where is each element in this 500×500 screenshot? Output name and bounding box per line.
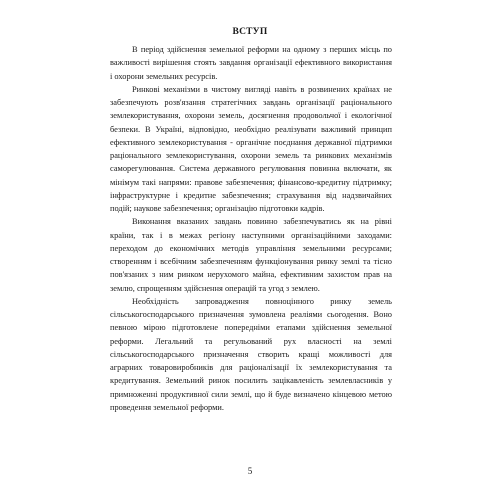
text-line: Ринкові механізми в чистому вигляді навіть в розвинених країнах не (132, 84, 392, 94)
document-body (110, 43, 392, 414)
text-line: саморегулювання. Система державного регулювання повинна включати, як (110, 164, 392, 174)
text-line: переходом до економічних методів управління земельними ресурсами; (110, 243, 392, 253)
paragraph (110, 43, 392, 83)
text-line: проведення земельної реформи. (110, 402, 224, 412)
text-line: важливості вирішення стоять завдання організації ефективного використання (110, 58, 392, 68)
text-line: певною мірою підготовлене попередніми етапами здійснення земельної (110, 323, 392, 333)
text-line: Необхідність запровадження повноцінного ринку земель (132, 296, 392, 306)
text-line: кредитування. Земельний ринок посилить зацікавленість землевласників у (110, 376, 392, 386)
text-line: інфраструктурне і кредитне забезпечення; страхування від надзвичайних (110, 190, 392, 200)
text-line: раціонального землекористування, охорони земель та ринкових механізмів (110, 151, 392, 160)
text-line: сільськогосподарського призначення зумовлена реаліями сьогодення. Воно (110, 310, 392, 319)
text-line: пов'язаних з ним ринком нерухомого майна, ефективним захистом прав на (110, 270, 392, 280)
paragraph (110, 295, 392, 414)
text-line: і охорони земельних ресурсів. (110, 71, 218, 81)
text-line: ефективного землекористування - органічне поєднання державної підтримки (110, 137, 392, 147)
text-line: землю, спрощенням здійснення операцій та угод з землею. (110, 283, 320, 293)
text-line: сільськогосподарського призначення створить кращі можливості для (110, 349, 392, 359)
text-line: створенням і всебічним забезпеченням функціонування ринку землі та тісно (110, 257, 392, 266)
text-line: Виконання вказаних завдань повинно забезпечуватись як на рівні (132, 217, 392, 227)
paragraph (110, 215, 392, 295)
text-line: мінімум такі напрями: правове забезпечення; фінансово-кредитну підтримку; (110, 177, 392, 187)
text-line: примноженні продуктивної сили землі, що й буде визначено кінцевою метою (110, 389, 392, 399)
text-line: В період здійснення земельної реформи на одному з перших місць по (132, 45, 392, 54)
page-heading: ВСТУП (232, 27, 268, 37)
text-line: аграрних товаровиробників для раціоналізації їх землекористування та (110, 363, 392, 372)
text-line: подій; наукове забезпечення; організацію підготовки кадрів. (110, 204, 325, 213)
text-line: країни, так і в межах регіону наступними організаційними заходами: (110, 230, 392, 240)
text-line: безпеки. В Україні, відповідно, необхідно реалізувати важливий принцип (110, 124, 392, 134)
text-line: реформи. Легальний та регульований рух власності на землі (110, 336, 392, 346)
page-number: 5 (247, 466, 253, 476)
paragraph (110, 83, 392, 216)
text-line: забезпечують розв'язання стратегічних завдань організації раціонального (110, 98, 392, 107)
text-line: землекористування, охорони земель, досягнення продовольчої і екологічної (110, 111, 392, 121)
